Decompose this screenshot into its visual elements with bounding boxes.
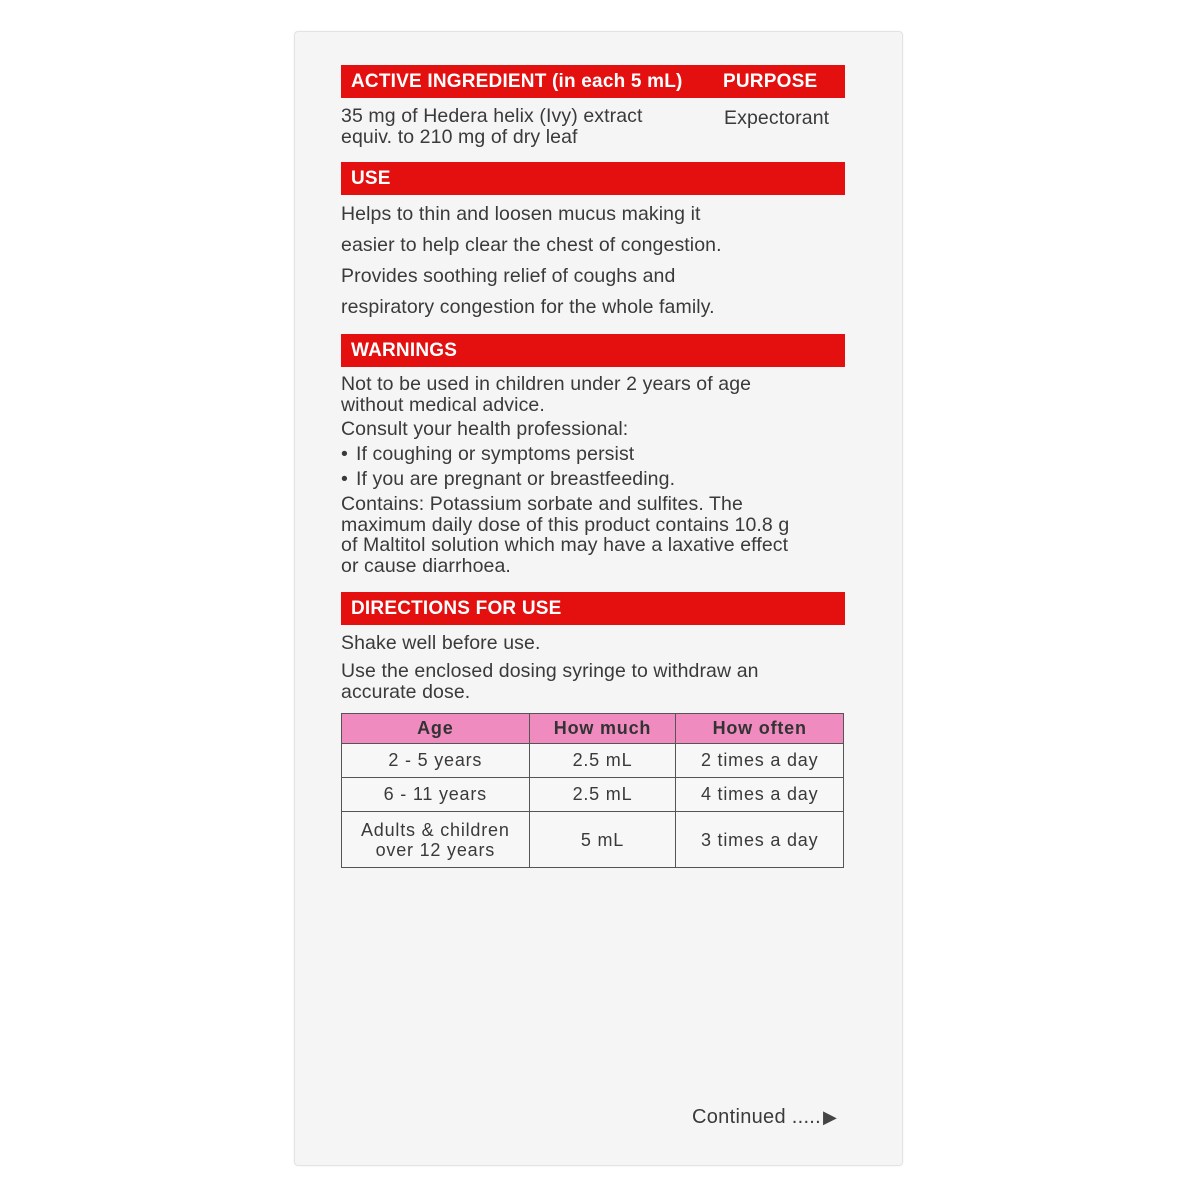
purpose-title: PURPOSE <box>723 71 818 92</box>
warnings-line-1: Not to be used in children under 2 years of age <box>341 373 752 395</box>
use-p1-line-1: Helps to thin and loosen mucus making it <box>341 203 701 225</box>
directions-body <box>341 633 851 703</box>
continued-text: Continued ..... <box>692 1106 822 1128</box>
directions-title: DIRECTIONS FOR USE <box>351 598 562 619</box>
dosage-table <box>341 713 844 868</box>
dosage-cell-age-line-2: over 12 years <box>375 839 496 860</box>
warnings-title: WARNINGS <box>351 340 458 361</box>
dosage-cell-amount: 2.5 mL <box>529 778 676 812</box>
dosage-cell-frequency: 4 times a day <box>676 778 844 812</box>
dosage-cell-frequency: 3 times a day <box>676 812 844 868</box>
active-ingredient-title: ACTIVE INGREDIENT (in each 5 mL) <box>351 71 683 92</box>
use-body <box>341 203 851 319</box>
warnings-header <box>341 334 845 367</box>
active-ingredient-header <box>341 65 845 98</box>
warnings-body <box>341 374 851 576</box>
use-p2-line-2: respiratory congestion for the whole family. <box>341 296 715 318</box>
directions-line-1: Shake well before use. <box>341 632 541 654</box>
ingredient-line-1: 35 mg of Hedera helix (Ivy) extract <box>341 105 643 127</box>
use-paragraph-1 <box>341 203 851 257</box>
dosage-cell-age: 6 - 11 years <box>342 778 530 812</box>
directions-line-2: Use the enclosed dosing syringe to withdraw an <box>341 660 759 682</box>
dosage-header-age: Age <box>342 714 530 744</box>
purpose-value <box>724 108 829 129</box>
play-arrow-icon: ▶ <box>823 1107 838 1127</box>
dosage-header-amount: How much <box>529 714 676 744</box>
continued-label <box>692 1106 837 1129</box>
warnings-consult: Consult your health professional: <box>341 418 629 440</box>
warnings-contains-line-1: Contains: Potassium sorbate and sulfites. The <box>341 493 743 515</box>
table-row <box>342 812 844 868</box>
warnings-bullet-1: • If coughing or symptoms persist <box>341 444 851 465</box>
dosage-table-header-row <box>342 714 844 744</box>
active-ingredient-row <box>341 106 851 156</box>
product-info-content <box>341 65 851 868</box>
dosage-cell-age-line-1: Adults & children <box>360 819 510 840</box>
ingredient-line-2: equiv. to 210 mg of dry leaf <box>341 126 578 148</box>
use-title: USE <box>351 168 391 189</box>
use-p1-line-2: easier to help clear the chest of congestion. <box>341 234 722 256</box>
warnings-bullet-2: • If you are pregnant or breastfeeding. <box>341 469 851 490</box>
use-header <box>341 162 845 195</box>
table-row <box>342 778 844 812</box>
dosage-cell-frequency: 2 times a day <box>676 744 844 778</box>
dosage-cell-age: 2 - 5 years <box>342 744 530 778</box>
ingredient-description <box>341 106 711 148</box>
dosage-header-frequency: How often <box>676 714 844 744</box>
dosage-cell-amount: 5 mL <box>529 812 676 868</box>
warnings-line-2: without medical advice. <box>341 393 545 416</box>
dosage-cell-age <box>342 812 530 868</box>
table-row <box>342 744 844 778</box>
directions-line-3: accurate dose. <box>341 681 471 703</box>
dosage-cell-amount: 2.5 mL <box>529 744 676 778</box>
warnings-contains-line-2: maximum daily dose of this product contains 10.8 g <box>341 513 790 536</box>
directions-header <box>341 592 845 625</box>
use-p2-line-1: Provides soothing relief of coughs and <box>341 265 676 287</box>
warnings-contains-line-4: or cause diarrhoea. <box>341 554 511 577</box>
purpose-text: Expectorant <box>724 107 830 129</box>
warnings-contains-line-3: of Maltitol solution which may have a laxative effect <box>341 534 789 556</box>
use-paragraph-2 <box>341 265 851 319</box>
